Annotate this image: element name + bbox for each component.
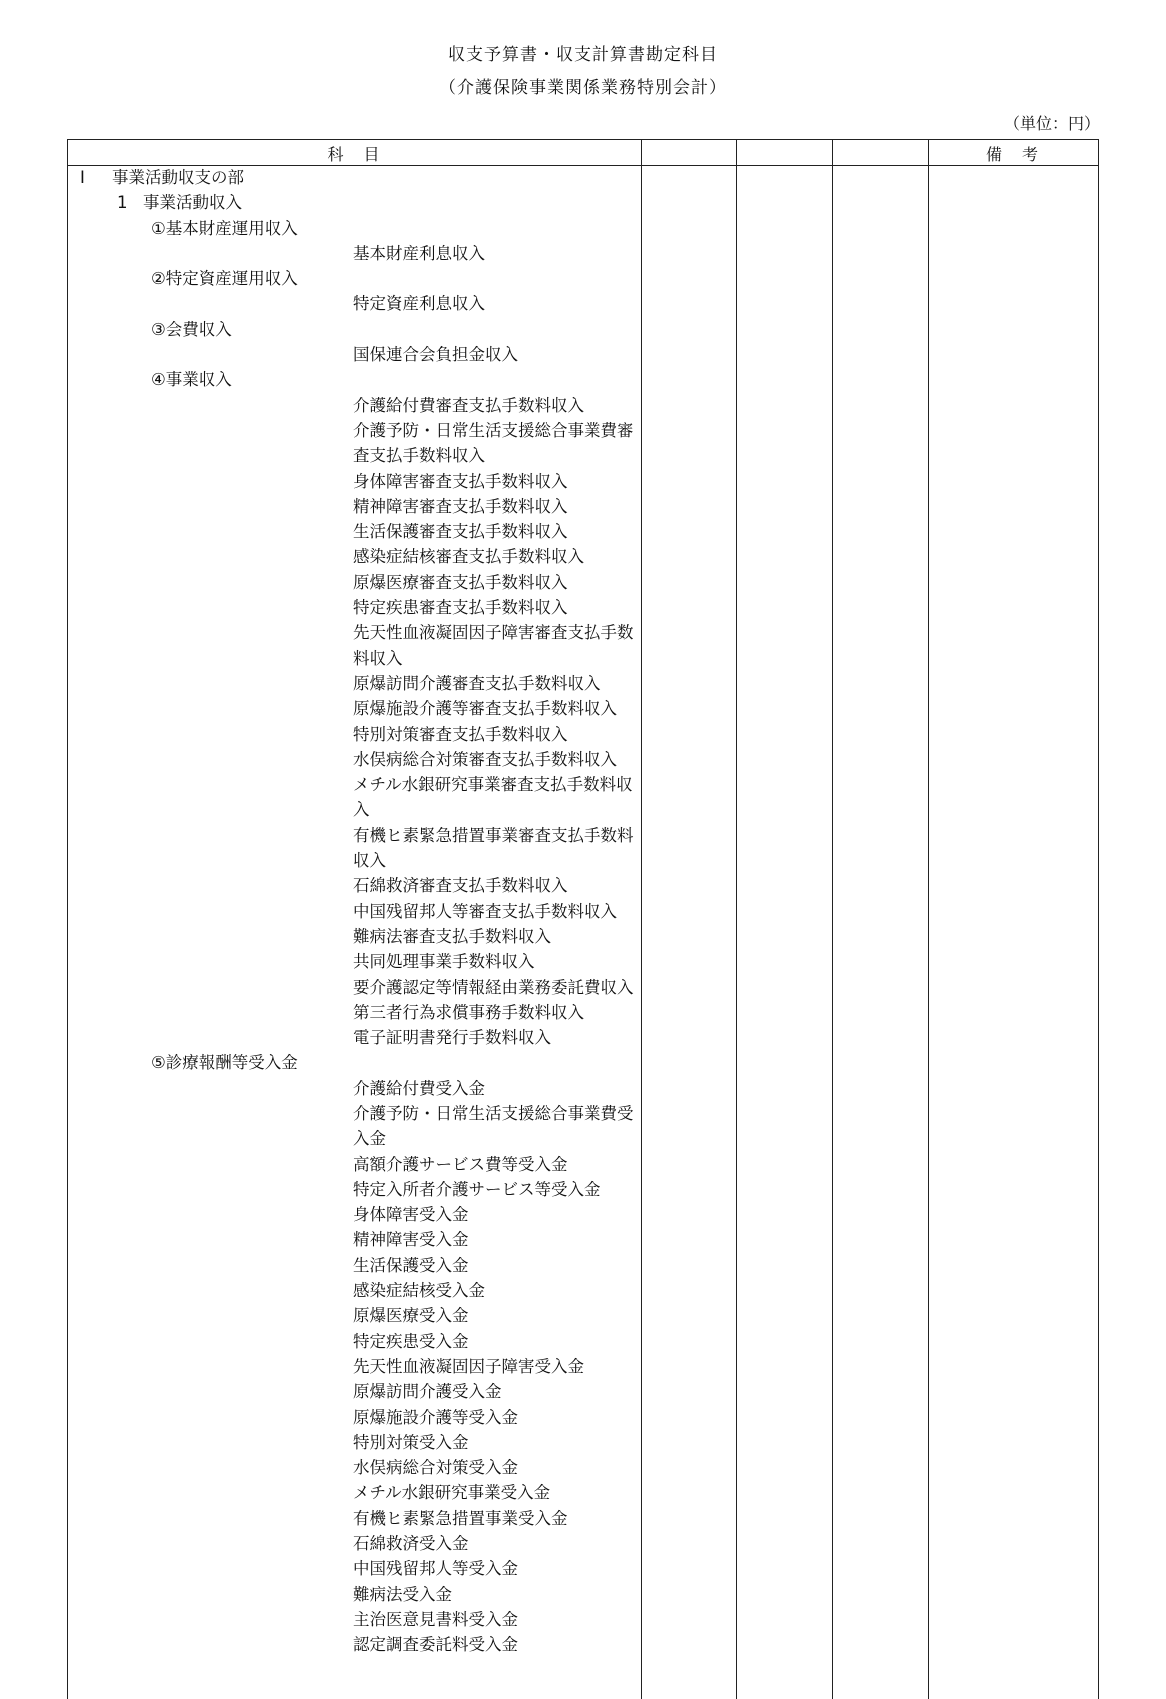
account-item: 基本財産利息収入 bbox=[353, 243, 485, 263]
account-item: 有機ヒ素緊急措置事業受入金 bbox=[353, 1508, 568, 1528]
category-row: ①基本財産運用収入 bbox=[151, 218, 298, 238]
account-item: 石綿救済受入金 bbox=[353, 1534, 469, 1554]
account-item: 水俣病総合対策受入金 bbox=[353, 1458, 518, 1478]
account-item: 国保連合会負担金収入 bbox=[353, 345, 518, 365]
account-item: 第三者行為求償事務手数料収入 bbox=[353, 1002, 584, 1022]
account-item: 介護予防・日常生活支援総合事業費審 bbox=[353, 420, 634, 440]
category-items bbox=[68, 1076, 688, 1658]
account-item: 原爆医療受入金 bbox=[353, 1306, 469, 1326]
account-item: 介護給付費受入金 bbox=[353, 1078, 485, 1098]
header-kamoku: 科 目 bbox=[327, 145, 382, 164]
category-items bbox=[68, 342, 688, 367]
account-item: 原爆医療審査支払手数料収入 bbox=[353, 572, 568, 592]
account-item: 介護予防・日常生活支援総合事業費受 bbox=[353, 1103, 634, 1123]
category-row: ④事業収入 bbox=[151, 370, 232, 390]
category-row: ③会費収入 bbox=[151, 319, 232, 339]
document-subtitle: （介護保険事業関係業務特別会計） bbox=[439, 78, 727, 98]
subsection-row bbox=[68, 190, 688, 215]
section-number: Ⅰ bbox=[80, 168, 85, 187]
account-item: 収入 bbox=[353, 851, 386, 871]
account-item: 精神障害受入金 bbox=[353, 1230, 469, 1250]
account-item: 特定疾患審査支払手数料収入 bbox=[353, 598, 568, 618]
category-row: ⑤診療報酬等受入金 bbox=[151, 1053, 298, 1073]
account-item: 水俣病総合対策審査支払手数料収入 bbox=[353, 749, 617, 769]
account-item: 高額介護サービス費等受入金 bbox=[353, 1154, 568, 1174]
account-item: 認定調査委託料受入金 bbox=[353, 1635, 518, 1655]
account-item: 身体障害受入金 bbox=[353, 1205, 469, 1225]
account-item: 特定入所者介護サービス等受入金 bbox=[353, 1179, 601, 1199]
account-item: 身体障害審査支払手数料収入 bbox=[353, 471, 568, 491]
account-item: 難病法受入金 bbox=[353, 1584, 452, 1604]
account-item: 特定疾患受入金 bbox=[353, 1331, 469, 1351]
account-item: 特別対策審査支払手数料収入 bbox=[353, 724, 568, 744]
account-item: 入 bbox=[353, 800, 370, 820]
account-item: 難病法審査支払手数料収入 bbox=[353, 926, 551, 946]
subsection-label: 事業活動収入 bbox=[143, 193, 242, 213]
account-item: 有機ヒ素緊急措置事業審査支払手数料 bbox=[353, 825, 634, 845]
account-item: 原爆施設介護等受入金 bbox=[353, 1407, 518, 1427]
category-items bbox=[68, 393, 688, 1051]
header-biko: 備 考 bbox=[985, 145, 1040, 164]
section-row bbox=[68, 165, 688, 190]
account-item: 介護給付費審査支払手数料収入 bbox=[353, 395, 584, 415]
account-item: 電子証明書発行手数料収入 bbox=[353, 1028, 551, 1048]
account-item: 入金 bbox=[353, 1129, 386, 1149]
document-title: 収支予算書・収支計算書勘定科目 bbox=[448, 45, 718, 65]
account-item: メチル水銀研究事業受入金 bbox=[353, 1483, 551, 1503]
account-item: 要介護認定等情報経由業務委託費収入 bbox=[353, 977, 634, 997]
account-item: メチル水銀研究事業審査支払手数料収 bbox=[353, 775, 633, 795]
account-item: 感染症結核審査支払手数料収入 bbox=[353, 547, 584, 567]
column-divider bbox=[928, 140, 929, 1699]
account-item: 特定資産利息収入 bbox=[353, 294, 485, 314]
unit-label: （単位：円） bbox=[1003, 114, 1100, 133]
account-item: 主治医意見書料受入金 bbox=[353, 1609, 518, 1629]
account-item: 査支払手数料収入 bbox=[353, 446, 485, 466]
account-item: 感染症結核受入金 bbox=[353, 1281, 485, 1301]
category-items bbox=[68, 241, 688, 266]
account-item: 原爆訪問介護審査支払手数料収入 bbox=[353, 673, 601, 693]
account-item: 中国残留邦人等審査支払手数料収入 bbox=[353, 901, 617, 921]
account-item: 中国残留邦人等受入金 bbox=[353, 1559, 518, 1579]
account-item: 先天性血液凝固因子障害受入金 bbox=[353, 1356, 584, 1376]
account-item: 生活保護審査支払手数料収入 bbox=[353, 522, 568, 542]
account-table bbox=[67, 139, 1099, 1699]
category-items bbox=[68, 291, 688, 316]
account-item: 石綿救済審査支払手数料収入 bbox=[353, 876, 568, 896]
column-divider bbox=[832, 140, 833, 1699]
category-row: ②特定資産運用収入 bbox=[151, 269, 298, 289]
account-item: 原爆訪問介護受入金 bbox=[353, 1382, 502, 1402]
account-item: 原爆施設介護等審査支払手数料収入 bbox=[353, 699, 617, 719]
account-rows bbox=[68, 165, 688, 1658]
account-item: 生活保護受入金 bbox=[353, 1255, 469, 1275]
account-item: 料収入 bbox=[353, 648, 403, 668]
section-label: 事業活動収支の部 bbox=[112, 168, 244, 187]
subsection-number: 1 bbox=[117, 193, 128, 213]
account-item: 共同処理事業手数料収入 bbox=[353, 952, 535, 972]
account-item: 特別対策受入金 bbox=[353, 1432, 469, 1452]
column-divider bbox=[736, 140, 737, 1699]
account-item: 先天性血液凝固因子障害審査支払手数 bbox=[353, 623, 634, 643]
account-item: 精神障害審査支払手数料収入 bbox=[353, 496, 568, 516]
